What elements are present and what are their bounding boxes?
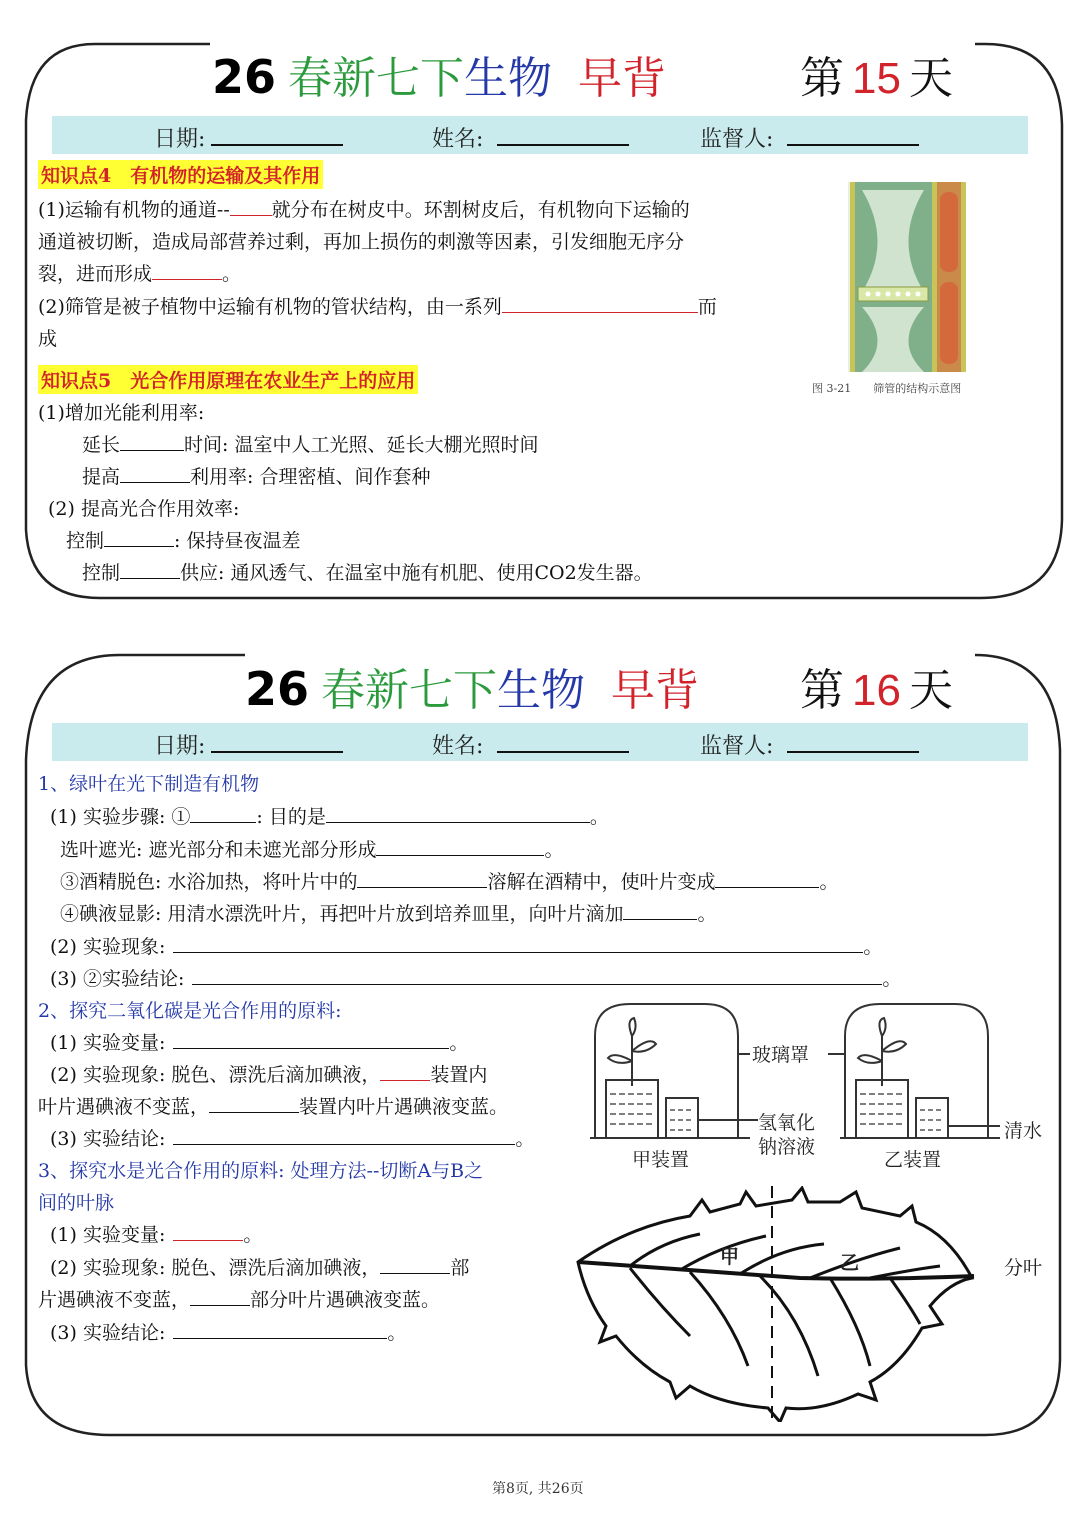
card2-info-band [52, 723, 1028, 761]
kp5-line6: 控制 供应: 通风透气、在温室中施有机肥、使用CO2发生器。 [82, 562, 653, 584]
co2-apparatus-figure [590, 996, 1060, 1146]
naoh-label-1: 氢氧化 [758, 1112, 816, 1134]
kp5-line1: (1)增加光能利用率: [38, 402, 205, 424]
naoh-label-2: 钠溶液 [758, 1136, 816, 1158]
kp4-line4: (2)筛管是被子植物中运输有机物的管状结构，由一系列 而 [38, 296, 717, 318]
s1-line3: ③酒精脱色: 水浴加热，将叶片中的 溶解在酒精中，使叶片变成 。 [60, 871, 839, 893]
s3-line4: (3) 实验结论: 。 [50, 1322, 407, 1344]
s2-line4: (3) 实验结论: 。 [50, 1128, 535, 1150]
glass-cover-label: 玻璃罩 [752, 1044, 810, 1066]
s3-line2-end: 分叶 [1004, 1257, 1043, 1279]
card2-supervisor-field[interactable]: 监督人: [700, 729, 919, 760]
s3-title-1: 3、探究水是光合作用的原料: 处理方法--切断A与B之 [38, 1160, 484, 1182]
card2-day: 第 16 天 [800, 665, 953, 716]
card1-supervisor-field[interactable]: 监督人: [700, 122, 919, 153]
card1-name-field[interactable]: 姓名: [432, 122, 629, 153]
kp5-line3: 提高 利用率: 合理密植、间作套种 [82, 466, 431, 488]
kp4-title: 知识点4 有机物的运输及其作用 [38, 160, 323, 189]
s2-line2: (2) 实验现象: 脱色、漂洗后滴加碘液， 装置内 [50, 1064, 488, 1086]
kp5-line4: (2) 提高光合作用效率: [48, 498, 240, 520]
s2-line1: (1) 实验变量: 。 [50, 1032, 469, 1054]
leaf-figure [570, 1186, 990, 1422]
card2-title: 26 春新七下 生物 早背 [245, 662, 700, 716]
s1-title: 1、绿叶在光下制造有机物 [38, 773, 260, 795]
card1-date-field[interactable]: 日期: [154, 122, 343, 153]
kp5-line5: 控制 : 保持昼夜温差 [66, 530, 301, 552]
device-a-label: 甲装置 [632, 1149, 690, 1171]
water-label: 清水 [1004, 1120, 1043, 1142]
kp4-line3: 裂，进而形成 。 [38, 263, 242, 285]
card1-title: 26 春新七下 生物 早背 [212, 50, 667, 104]
card2-name-field[interactable]: 姓名: [432, 729, 629, 760]
card2-date-field[interactable]: 日期: [154, 729, 343, 760]
sieve-tube-figure [848, 182, 966, 372]
kp4-line5: 成 [38, 328, 58, 350]
kp4-line1: (1)运输有机物的通道-- 就分布在树皮中。环割树皮后，有机物向下运输的 [38, 199, 690, 221]
kp5-line2: 延长 时间: 温室中人工光照、延长大棚光照时间 [82, 434, 539, 456]
leaf-label-a: 甲 [720, 1246, 740, 1268]
page-footer: 第8页, 共26页 [492, 1481, 584, 1497]
s1-line4: ④碘液显影: 用清水漂洗叶片，再把叶片放到培养皿里，向叶片滴加 。 [60, 903, 717, 925]
s2-line3: 叶片遇碘液不变蓝， 装置内叶片遇碘液变蓝。 [38, 1096, 509, 1118]
s1-line6: (3) ②实验结论: 。 [50, 968, 902, 990]
s3-line2: (2) 实验现象: 脱色、漂洗后滴加碘液， 部 [50, 1257, 470, 1279]
card1-info-band [52, 116, 1028, 154]
leaf-label-b: 乙 [840, 1252, 860, 1274]
s2-title: 2、探究二氧化碳是光合作用的原料: [38, 1000, 342, 1022]
s3-line1: (1) 实验变量: 。 [50, 1224, 263, 1246]
kp4-line2: 通道被切断，造成局部营养过剩，再加上损伤的刺激等因素，引发细胞无序分 [38, 231, 685, 253]
card1-day: 第 15 天 [800, 53, 953, 104]
s3-line3: 片遇碘液不变蓝， 部分叶片遇碘液变蓝。 [38, 1289, 441, 1311]
s3-title-2: 间的叶脉 [38, 1192, 115, 1214]
sieve-tube-caption: 图 3-21 筛管的结构示意图 [812, 382, 962, 395]
device-b-label: 乙装置 [884, 1149, 942, 1171]
s1-line1: (1) 实验步骤: ① : 目的是 。 [50, 806, 609, 828]
s1-line5: (2) 实验现象: 。 [50, 936, 883, 958]
s1-line2: 选叶遮光: 遮光部分和未遮光部分形成 。 [60, 839, 564, 861]
kp5-title: 知识点5 光合作用原理在农业生产上的应用 [38, 365, 418, 394]
